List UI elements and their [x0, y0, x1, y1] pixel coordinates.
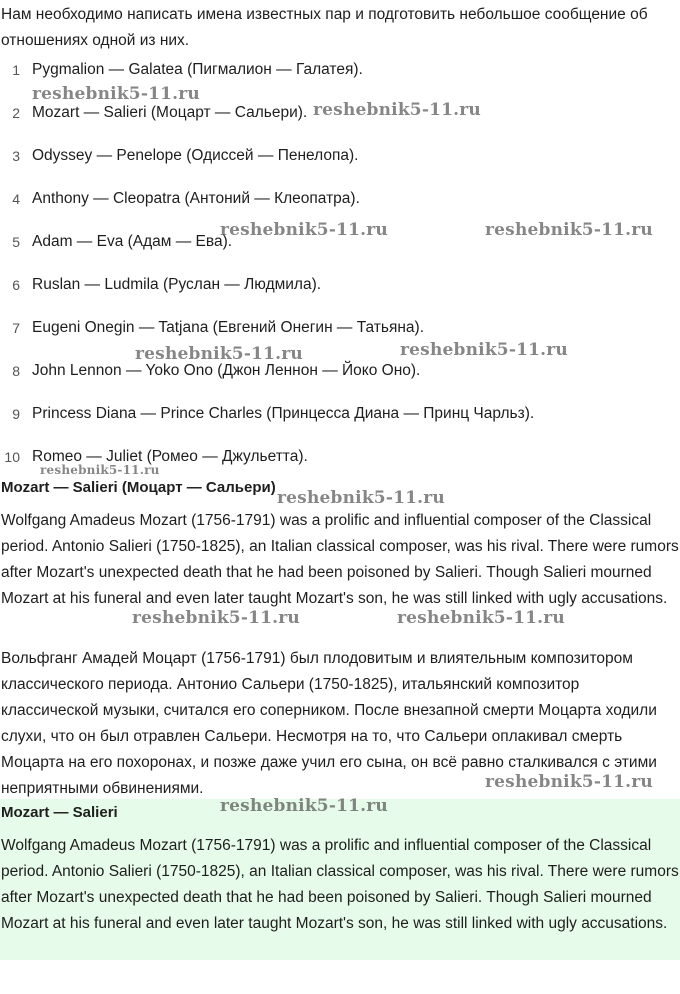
watermark: reshebnik5-11.ru [132, 608, 300, 628]
english-paragraph: Wolfgang Amadeus Mozart (1756-1791) was a prolific and influential composer of the Classical period. Antonio Salieri (1750-1825), an Italian classical composer, was his rival. There were rumors after Mozart's unexpected death that he had been poisoned by Salieri. Though Salieri mourned Mozart at his funeral and even later taught Mozart's son, he was still linked with ugly accusations. [1, 512, 679, 607]
highlighted-block [0, 799, 680, 960]
list-text: Eugeni Onegin — Tatjana (Евгений Онегин — Татьяна). [32, 319, 425, 336]
list-item [0, 272, 680, 315]
list-item [0, 143, 680, 186]
list-text: Anthony — Cleopatra (Антоний — Клеопатра). [32, 190, 360, 207]
list-number: 9 [12, 406, 20, 422]
intro-text: Нам необходимо написать имена известных пар и подготовить небольшое сообщение об отношениях одной из них. [1, 6, 648, 49]
russian-paragraph: Вольфганг Амадей Моцарт (1756-1791) был плодовитым и влиятельным композитором классического периода. Антонио Сальери (1750-1825), итальянский композитор классической музыки, считался его соперником. После внезапной смерти Моцарта ходили слухи, что он был отравлен Сальери. Несмотря на то, что Сальери оплакивал смерть Моцарта на его похоронах, и позже даже учил его сына, он всё равно сталкивался с этими неприятными обвинениями. [1, 650, 657, 797]
highlight-heading: Mozart — Salieri [1, 804, 118, 821]
list-number: 6 [12, 277, 20, 293]
list-text: Princess Diana — Prince Charles (Принцесса Диана — Принц Чарльз). [32, 405, 535, 422]
list-number: 5 [12, 234, 20, 250]
watermark: reshebnik5-11.ru [220, 220, 388, 240]
list-text: John Lennon — Yoko Ono (Джон Леннон — Йоко Оно). [32, 362, 421, 379]
list-number: 4 [12, 191, 20, 207]
pairs-list [0, 57, 680, 487]
watermark: reshebnik5-11.ru [485, 220, 653, 240]
list-text: Adam — Eva (Адам — Ева). [32, 233, 233, 250]
watermark: reshebnik5-11.ru [485, 772, 653, 792]
list-number: 10 [4, 449, 20, 465]
watermark: reshebnik5-11.ru [135, 344, 303, 364]
list-number: 2 [12, 105, 20, 121]
list-number: 8 [12, 363, 20, 379]
watermark: reshebnik5-11.ru [397, 608, 565, 628]
list-number: 3 [12, 148, 20, 164]
list-item [0, 358, 680, 401]
watermark: reshebnik5-11.ru [40, 463, 160, 477]
watermark: reshebnik5-11.ru [32, 84, 200, 104]
list-text: Odyssey — Penelope (Одиссей — Пенелопа). [32, 147, 359, 164]
list-text: Pygmalion — Galatea (Пигмалион — Галатея). [32, 61, 363, 78]
list-number: 1 [12, 62, 20, 78]
watermark: reshebnik5-11.ru [313, 100, 481, 120]
list-item [0, 401, 680, 444]
list-text: Ruslan — Ludmila (Руслан — Людмила). [32, 276, 322, 293]
watermark: reshebnik5-11.ru [277, 488, 445, 508]
list-text: Romeo — Juliet (Ромео — Джульетта). [32, 448, 308, 465]
watermark: reshebnik5-11.ru [400, 340, 568, 360]
list-number: 7 [12, 320, 20, 336]
section-heading: Mozart — Salieri (Моцарт — Сальери) [1, 479, 276, 496]
watermark: reshebnik5-11.ru [220, 796, 388, 816]
list-text: Mozart — Salieri (Моцарт — Сальери). [32, 104, 308, 121]
list-item [0, 315, 680, 358]
highlight-paragraph: Wolfgang Amadeus Mozart (1756-1791) was a prolific and influential composer of the Classical period. Antonio Salieri (1750-1825), an Italian classical composer, was his rival. There were rumors after Mozart's unexpected death that he had been poisoned by Salieri. Though Salieri mourned Mozart at his funeral and even later taught Mozart's son, he was still linked with ugly accusations. [1, 837, 679, 932]
